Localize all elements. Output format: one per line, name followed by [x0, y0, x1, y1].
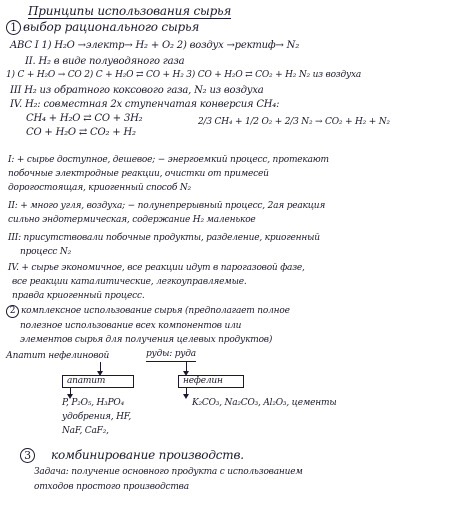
ore-label: руды: руда [146, 348, 196, 362]
note-1-line-c: дорогостоящая, криогенный способ N₂ [8, 183, 191, 193]
note-3-line-a: III: присутствовали побочные продукты, разделение, криогенный [8, 233, 320, 243]
section-3-heading-row [20, 448, 244, 463]
section-1-iv-equation-1: CH₄ + H₂O ⇄ CO + 3H₂ [26, 113, 143, 124]
section-3-task-a: Задача: получение основного продукта с использованием [34, 467, 303, 477]
section-1-abc-line: ABC I 1) H₂O →электр→ H₂ + O₂ 2) воздух →ректиф→ N₂ [10, 40, 300, 51]
note-1-line-b: побочные электродные реакции, очистки от примесей [8, 169, 269, 179]
section-3-task-b: отходов простого производства [34, 482, 189, 492]
section-1-ii-line: II. H₂ в виде полуводяного газа [25, 56, 185, 67]
section-1-ii-equations: 1) C + H₂O → CO 2) C + H₂O ⇄ CO + H₂ 3) CO + H₂O ⇄ CO₂ + H₂ N₂ из воздуха [6, 70, 362, 80]
section-2-heading-row-a [6, 305, 290, 318]
apatite-box-label: апатит [67, 376, 106, 386]
section-2-number: 2 [6, 305, 19, 318]
note-3-line-b: процесс N₂ [20, 247, 72, 257]
section-1-iv-line: IV. H₂: совместная 2х ступенчатая конверсия CH₄: [10, 99, 280, 110]
section-1-iv-equation-3: 2/3 CH₄ + 1/2 O₂ + 2/3 N₂ → CO₂ + H₂ + N₂ [198, 117, 390, 127]
section-1-iii-line: III H₂ из обратного коксового газа, N₂ из воздуха [10, 85, 264, 96]
note-4-line-a: IV. + сырье экономичное, все реакции идут в парогазовой фазе, [8, 263, 305, 273]
section-2-heading-c: элементов сырья для получения целевых продуктов) [20, 335, 273, 345]
note-4-line-b: все реакции каталитические, легкоуправляемые. [12, 277, 247, 287]
note-2-line-a: II: + много угля, воздуха; − полунепрерывный процесс, 2ая реакция [8, 201, 326, 211]
apatite-box [62, 375, 134, 388]
arrow-apatite-products [70, 388, 71, 395]
nepheline-box-label: нефелин [183, 376, 223, 386]
section-3-heading: комбинирование производств. [51, 448, 244, 462]
note-2-line-b: сильно эндотермическая, содержание H₂ маленькое [8, 215, 256, 225]
note-4-line-c: правда криогенный процесс. [12, 291, 145, 301]
apatite-products-a: P, P₂O₅, H₃PO₄ [62, 398, 125, 408]
note-1-line-a: I: + сырье доступное, дешевое; − энергоемкий процесс, протекают [8, 155, 329, 165]
apatite-nepheline-label: Апатит нефелиновой [6, 351, 110, 361]
arrow-nepheline-products [186, 388, 187, 395]
page-title: Принципы использования сырья [28, 4, 232, 18]
section-1-heading: выбор рационального сырья [23, 20, 200, 34]
section-1-number: 1 [6, 20, 21, 35]
apatite-products-b: удобрения, HF, [62, 412, 132, 422]
section-2-heading-b: полезное использование всех компонентов или [20, 321, 242, 331]
apatite-products-c: NaF, CaF₂, [62, 426, 109, 436]
nepheline-box [178, 375, 244, 388]
section-3-number: 3 [20, 448, 35, 463]
section-1-heading-row [6, 20, 199, 35]
arrow-to-nepheline [186, 362, 187, 372]
section-1-iv-equation-2: CO + H₂O ⇄ CO₂ + H₂ [26, 127, 136, 138]
nepheline-products: K₂CO₃, Na₂CO₃, Al₂O₃, цементы [192, 398, 337, 408]
section-2-heading-a: комплексное использование сырья (предполагает полное [21, 306, 290, 316]
arrow-to-apatite [100, 362, 101, 372]
